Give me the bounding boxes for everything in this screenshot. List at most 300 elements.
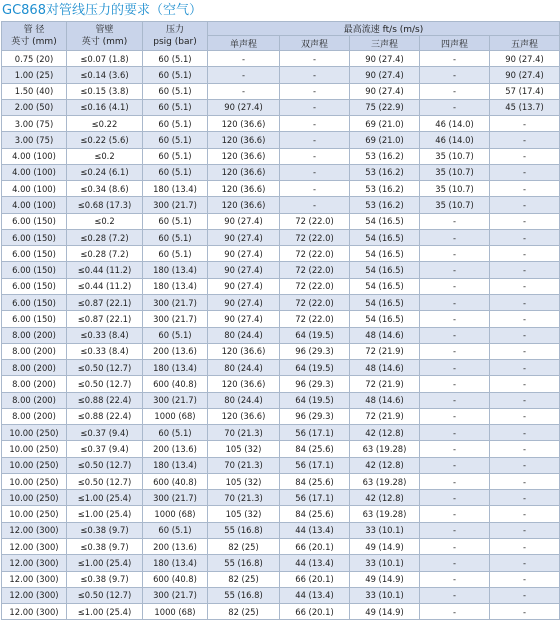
table-body	[2, 51, 560, 620]
cell-double: 56 (17.1)	[280, 425, 350, 441]
cell-pipe-size: 6.00 (150)	[2, 246, 67, 262]
cell-single: 55 (16.8)	[208, 555, 280, 571]
cell-pipe-size: 12.00 (300)	[2, 538, 67, 554]
cell-quad: -	[420, 457, 490, 473]
page-title: GC868对管线压力的要求（空气）	[2, 3, 202, 18]
cell-double: 72 (22.0)	[280, 294, 350, 310]
cell-triple: 72 (21.9)	[350, 343, 420, 359]
cell-pipe-size: 2.00 (50)	[2, 99, 67, 115]
cell-quad: -	[420, 246, 490, 262]
header-max-flow: 最高流速 ft/s (m/s)	[208, 22, 560, 36]
cell-pipe-size: 3.00 (75)	[2, 132, 67, 148]
cell-single: -	[208, 83, 280, 99]
cell-wall: ≤0.50 (12.7)	[67, 376, 143, 392]
cell-triple: 63 (19.28)	[350, 473, 420, 489]
cell-single: 80 (24.4)	[208, 392, 280, 408]
cell-wall: ≤0.87 (22.1)	[67, 311, 143, 327]
cell-five: -	[490, 555, 560, 571]
cell-pipe-size: 10.00 (250)	[2, 457, 67, 473]
header-pressure-line2: psig (bar)	[153, 37, 197, 47]
cell-wall: ≤0.87 (22.1)	[67, 294, 143, 310]
cell-pressure: 1000 (68)	[143, 408, 208, 424]
cell-quad: -	[420, 99, 490, 115]
cell-single: 55 (16.8)	[208, 587, 280, 603]
cell-five: 90 (27.4)	[490, 67, 560, 83]
cell-pressure: 180 (13.4)	[143, 181, 208, 197]
cell-pressure: 180 (13.4)	[143, 555, 208, 571]
cell-pipe-size: 1.50 (40)	[2, 83, 67, 99]
cell-wall: ≤0.22 (5.6)	[67, 132, 143, 148]
cell-quad: -	[420, 473, 490, 489]
cell-quad: -	[420, 229, 490, 245]
cell-pipe-size: 6.00 (150)	[2, 262, 67, 278]
table-row	[2, 425, 560, 441]
cell-wall: ≤1.00 (25.4)	[67, 604, 143, 620]
cell-five: -	[490, 246, 560, 262]
cell-triple: 48 (14.6)	[350, 392, 420, 408]
table-row	[2, 311, 560, 327]
cell-double: 84 (25.6)	[280, 506, 350, 522]
cell-quad: -	[420, 262, 490, 278]
cell-single: 90 (27.4)	[208, 294, 280, 310]
cell-five: -	[490, 604, 560, 620]
table-row	[2, 343, 560, 359]
cell-double: -	[280, 148, 350, 164]
cell-triple: 33 (10.1)	[350, 555, 420, 571]
cell-double: -	[280, 67, 350, 83]
cell-wall: ≤0.68 (17.3)	[67, 197, 143, 213]
cell-single: 105 (32)	[208, 441, 280, 457]
cell-single: 70 (21.3)	[208, 490, 280, 506]
cell-double: -	[280, 132, 350, 148]
cell-double: 64 (19.5)	[280, 360, 350, 376]
cell-five: -	[490, 164, 560, 180]
table-header	[2, 22, 560, 51]
cell-triple: 42 (12.8)	[350, 457, 420, 473]
cell-pressure: 60 (5.1)	[143, 327, 208, 343]
cell-double: -	[280, 116, 350, 132]
cell-quad: -	[420, 441, 490, 457]
cell-pipe-size: 12.00 (300)	[2, 604, 67, 620]
cell-pressure: 60 (5.1)	[143, 83, 208, 99]
cell-pressure: 300 (21.7)	[143, 392, 208, 408]
cell-double: -	[280, 197, 350, 213]
cell-single: 90 (27.4)	[208, 311, 280, 327]
cell-double: 72 (22.0)	[280, 278, 350, 294]
table-row	[2, 51, 560, 67]
cell-pipe-size: 4.00 (100)	[2, 164, 67, 180]
cell-wall: ≤0.15 (3.8)	[67, 83, 143, 99]
cell-pipe-size: 6.00 (150)	[2, 294, 67, 310]
cell-pipe-size: 4.00 (100)	[2, 197, 67, 213]
cell-five: -	[490, 408, 560, 424]
cell-pressure: 60 (5.1)	[143, 116, 208, 132]
cell-five: -	[490, 392, 560, 408]
cell-five: -	[490, 522, 560, 538]
cell-quad: 46 (14.0)	[420, 116, 490, 132]
cell-pressure: 300 (21.7)	[143, 490, 208, 506]
cell-triple: 90 (27.4)	[350, 51, 420, 67]
cell-wall: ≤0.44 (11.2)	[67, 278, 143, 294]
cell-pressure: 300 (21.7)	[143, 294, 208, 310]
cell-wall: ≤0.50 (12.7)	[67, 587, 143, 603]
cell-double: 66 (20.1)	[280, 604, 350, 620]
table-row	[2, 604, 560, 620]
cell-single: 105 (32)	[208, 473, 280, 489]
header-five-traverse: 五声程	[490, 36, 560, 51]
cell-single: 80 (24.4)	[208, 360, 280, 376]
cell-single: 120 (36.6)	[208, 164, 280, 180]
table-row	[2, 116, 560, 132]
cell-pressure: 300 (21.7)	[143, 197, 208, 213]
table-row	[2, 441, 560, 457]
cell-pipe-size: 4.00 (100)	[2, 181, 67, 197]
cell-pipe-size: 8.00 (200)	[2, 343, 67, 359]
cell-double: 72 (22.0)	[280, 262, 350, 278]
cell-quad: -	[420, 408, 490, 424]
cell-single: -	[208, 51, 280, 67]
table-row	[2, 148, 560, 164]
cell-wall: ≤0.88 (22.4)	[67, 392, 143, 408]
cell-wall: ≤1.00 (25.4)	[67, 555, 143, 571]
cell-pressure: 1000 (68)	[143, 506, 208, 522]
cell-single: 90 (27.4)	[208, 246, 280, 262]
cell-wall: ≤0.50 (12.7)	[67, 360, 143, 376]
cell-single: 120 (36.6)	[208, 197, 280, 213]
header-pressure	[143, 22, 208, 51]
cell-quad: -	[420, 67, 490, 83]
cell-triple: 72 (21.9)	[350, 408, 420, 424]
cell-five: -	[490, 327, 560, 343]
table-row	[2, 360, 560, 376]
cell-five: -	[490, 294, 560, 310]
table-row	[2, 67, 560, 83]
cell-pressure: 60 (5.1)	[143, 99, 208, 115]
cell-wall: ≤0.38 (9.7)	[67, 571, 143, 587]
cell-double: 44 (13.4)	[280, 555, 350, 571]
cell-single: 82 (25)	[208, 604, 280, 620]
cell-pressure: 60 (5.1)	[143, 148, 208, 164]
cell-triple: 72 (21.9)	[350, 376, 420, 392]
cell-quad: -	[420, 587, 490, 603]
table-row	[2, 538, 560, 554]
cell-wall: ≤0.34 (8.6)	[67, 181, 143, 197]
cell-double: 96 (29.3)	[280, 376, 350, 392]
table-row	[2, 376, 560, 392]
cell-five: -	[490, 571, 560, 587]
cell-triple: 63 (19.28)	[350, 506, 420, 522]
cell-triple: 90 (27.4)	[350, 83, 420, 99]
cell-double: -	[280, 51, 350, 67]
cell-pipe-size: 6.00 (150)	[2, 229, 67, 245]
cell-triple: 49 (14.9)	[350, 538, 420, 554]
cell-double: 56 (17.1)	[280, 490, 350, 506]
cell-single: 70 (21.3)	[208, 457, 280, 473]
cell-triple: 53 (16.2)	[350, 181, 420, 197]
cell-pipe-size: 0.75 (20)	[2, 51, 67, 67]
cell-double: 64 (19.5)	[280, 392, 350, 408]
cell-double: 96 (29.3)	[280, 343, 350, 359]
cell-five: -	[490, 587, 560, 603]
cell-wall: ≤1.00 (25.4)	[67, 490, 143, 506]
cell-double: -	[280, 164, 350, 180]
cell-quad: -	[420, 425, 490, 441]
cell-triple: 53 (16.2)	[350, 197, 420, 213]
cell-wall: ≤0.37 (9.4)	[67, 441, 143, 457]
cell-wall: ≤0.24 (6.1)	[67, 164, 143, 180]
cell-triple: 54 (16.5)	[350, 278, 420, 294]
cell-triple: 53 (16.2)	[350, 148, 420, 164]
cell-triple: 69 (21.0)	[350, 132, 420, 148]
cell-five: -	[490, 116, 560, 132]
cell-pressure: 60 (5.1)	[143, 229, 208, 245]
cell-triple: 69 (21.0)	[350, 116, 420, 132]
cell-quad: -	[420, 522, 490, 538]
cell-single: 90 (27.4)	[208, 229, 280, 245]
cell-pressure: 60 (5.1)	[143, 67, 208, 83]
cell-quad: -	[420, 213, 490, 229]
cell-quad: -	[420, 506, 490, 522]
cell-quad: -	[420, 571, 490, 587]
cell-pressure: 180 (13.4)	[143, 278, 208, 294]
header-triple-traverse: 三声程	[350, 36, 420, 51]
cell-wall: ≤0.38 (9.7)	[67, 522, 143, 538]
cell-pressure: 300 (21.7)	[143, 587, 208, 603]
cell-pipe-size: 8.00 (200)	[2, 408, 67, 424]
cell-pipe-size: 8.00 (200)	[2, 327, 67, 343]
table-row	[2, 473, 560, 489]
cell-five: -	[490, 506, 560, 522]
header-double-traverse: 双声程	[280, 36, 350, 51]
cell-triple: 42 (12.8)	[350, 490, 420, 506]
cell-single: 120 (36.6)	[208, 343, 280, 359]
cell-quad: 35 (10.7)	[420, 181, 490, 197]
cell-single: 120 (36.6)	[208, 132, 280, 148]
header-pipe-size-line1: 管 径	[23, 25, 45, 35]
cell-triple: 54 (16.5)	[350, 246, 420, 262]
cell-pressure: 180 (13.4)	[143, 262, 208, 278]
cell-triple: 33 (10.1)	[350, 587, 420, 603]
cell-wall: ≤0.22	[67, 116, 143, 132]
table-row	[2, 408, 560, 424]
cell-pressure: 200 (13.6)	[143, 343, 208, 359]
cell-five: -	[490, 457, 560, 473]
cell-wall: ≤0.37 (9.4)	[67, 425, 143, 441]
cell-triple: 48 (14.6)	[350, 327, 420, 343]
cell-double: 72 (22.0)	[280, 213, 350, 229]
cell-quad: -	[420, 278, 490, 294]
cell-triple: 54 (16.5)	[350, 294, 420, 310]
cell-quad: -	[420, 376, 490, 392]
cell-quad: -	[420, 83, 490, 99]
cell-five: -	[490, 490, 560, 506]
pressure-requirements-table	[1, 21, 560, 620]
cell-triple: 54 (16.5)	[350, 213, 420, 229]
cell-quad: -	[420, 294, 490, 310]
cell-pressure: 180 (13.4)	[143, 360, 208, 376]
cell-quad: -	[420, 490, 490, 506]
table-row	[2, 164, 560, 180]
cell-five: -	[490, 343, 560, 359]
cell-five: -	[490, 213, 560, 229]
cell-triple: 49 (14.9)	[350, 571, 420, 587]
table-row	[2, 571, 560, 587]
cell-wall: ≤0.14 (3.6)	[67, 67, 143, 83]
cell-pressure: 60 (5.1)	[143, 51, 208, 67]
cell-pipe-size: 12.00 (300)	[2, 571, 67, 587]
cell-triple: 54 (16.5)	[350, 311, 420, 327]
cell-quad: 35 (10.7)	[420, 197, 490, 213]
cell-wall: ≤0.07 (1.8)	[67, 51, 143, 67]
header-wall	[67, 22, 143, 51]
table-row	[2, 213, 560, 229]
cell-wall: ≤0.44 (11.2)	[67, 262, 143, 278]
cell-pressure: 60 (5.1)	[143, 213, 208, 229]
header-quad-traverse: 四声程	[420, 36, 490, 51]
cell-single: 90 (27.4)	[208, 213, 280, 229]
table-row	[2, 392, 560, 408]
cell-pipe-size: 6.00 (150)	[2, 278, 67, 294]
cell-double: 72 (22.0)	[280, 311, 350, 327]
cell-double: 72 (22.0)	[280, 229, 350, 245]
cell-pressure: 60 (5.1)	[143, 132, 208, 148]
cell-pressure: 600 (40.8)	[143, 571, 208, 587]
cell-five: -	[490, 132, 560, 148]
cell-double: 84 (25.6)	[280, 441, 350, 457]
cell-pipe-size: 8.00 (200)	[2, 376, 67, 392]
cell-double: 72 (22.0)	[280, 246, 350, 262]
cell-single: 120 (36.6)	[208, 116, 280, 132]
table-row	[2, 555, 560, 571]
cell-single: 120 (36.6)	[208, 181, 280, 197]
cell-pipe-size: 6.00 (150)	[2, 213, 67, 229]
cell-triple: 90 (27.4)	[350, 67, 420, 83]
cell-wall: ≤0.88 (22.4)	[67, 408, 143, 424]
cell-triple: 54 (16.5)	[350, 229, 420, 245]
cell-quad: -	[420, 311, 490, 327]
cell-five: -	[490, 473, 560, 489]
cell-five: -	[490, 197, 560, 213]
cell-double: -	[280, 181, 350, 197]
cell-pipe-size: 10.00 (250)	[2, 490, 67, 506]
cell-single: 82 (25)	[208, 571, 280, 587]
header-pipe-size-line2: 英寸 (mm)	[11, 37, 57, 47]
cell-pipe-size: 8.00 (200)	[2, 392, 67, 408]
cell-five: -	[490, 538, 560, 554]
cell-triple: 63 (19.28)	[350, 441, 420, 457]
cell-double: 84 (25.6)	[280, 473, 350, 489]
cell-triple: 75 (22.9)	[350, 99, 420, 115]
cell-wall: ≤0.50 (12.7)	[67, 457, 143, 473]
cell-pressure: 180 (13.4)	[143, 457, 208, 473]
cell-double: 44 (13.4)	[280, 522, 350, 538]
cell-pressure: 1000 (68)	[143, 604, 208, 620]
cell-double: -	[280, 83, 350, 99]
cell-pressure: 60 (5.1)	[143, 246, 208, 262]
cell-wall: ≤0.38 (9.7)	[67, 538, 143, 554]
cell-single: 120 (36.6)	[208, 148, 280, 164]
cell-five: 45 (13.7)	[490, 99, 560, 115]
table-row	[2, 506, 560, 522]
cell-triple: 49 (14.9)	[350, 604, 420, 620]
cell-pipe-size: 10.00 (250)	[2, 506, 67, 522]
cell-pipe-size: 10.00 (250)	[2, 425, 67, 441]
cell-pipe-size: 10.00 (250)	[2, 441, 67, 457]
cell-pressure: 200 (13.6)	[143, 538, 208, 554]
cell-single: 80 (24.4)	[208, 327, 280, 343]
table-row	[2, 294, 560, 310]
cell-single: 105 (32)	[208, 506, 280, 522]
table-row	[2, 83, 560, 99]
cell-single: 55 (16.8)	[208, 522, 280, 538]
cell-five: -	[490, 360, 560, 376]
cell-wall: ≤1.00 (25.4)	[67, 506, 143, 522]
cell-quad: -	[420, 327, 490, 343]
cell-double: 44 (13.4)	[280, 587, 350, 603]
cell-pressure: 600 (40.8)	[143, 376, 208, 392]
table-row	[2, 490, 560, 506]
cell-five: -	[490, 262, 560, 278]
cell-five: -	[490, 229, 560, 245]
cell-wall: ≤0.2	[67, 148, 143, 164]
table-row	[2, 132, 560, 148]
header-wall-line1: 管壁	[95, 25, 114, 35]
table-row	[2, 246, 560, 262]
cell-double: 66 (20.1)	[280, 571, 350, 587]
cell-five: -	[490, 148, 560, 164]
cell-five: 57 (17.4)	[490, 83, 560, 99]
table-row	[2, 278, 560, 294]
cell-double: 66 (20.1)	[280, 538, 350, 554]
table-row	[2, 262, 560, 278]
cell-quad: 46 (14.0)	[420, 132, 490, 148]
header-wall-line2: 英寸 (mm)	[81, 37, 128, 47]
cell-single: 90 (27.4)	[208, 278, 280, 294]
cell-wall: ≤0.50 (12.7)	[67, 473, 143, 489]
cell-double: 56 (17.1)	[280, 457, 350, 473]
cell-pipe-size: 6.00 (150)	[2, 311, 67, 327]
table-row	[2, 587, 560, 603]
header-single-traverse: 单声程	[208, 36, 280, 51]
cell-quad: -	[420, 538, 490, 554]
cell-single: 120 (36.6)	[208, 408, 280, 424]
table-row	[2, 327, 560, 343]
cell-quad: 35 (10.7)	[420, 164, 490, 180]
cell-single: 90 (27.4)	[208, 262, 280, 278]
cell-quad: -	[420, 555, 490, 571]
cell-five: -	[490, 441, 560, 457]
cell-single: 120 (36.6)	[208, 376, 280, 392]
cell-five: -	[490, 376, 560, 392]
cell-five: -	[490, 311, 560, 327]
table-row	[2, 197, 560, 213]
cell-five: -	[490, 425, 560, 441]
cell-triple: 53 (16.2)	[350, 164, 420, 180]
table-row	[2, 229, 560, 245]
cell-quad: 35 (10.7)	[420, 148, 490, 164]
cell-five: -	[490, 181, 560, 197]
cell-wall: ≤0.16 (4.1)	[67, 99, 143, 115]
cell-quad: -	[420, 343, 490, 359]
cell-pipe-size: 1.00 (25)	[2, 67, 67, 83]
table-row	[2, 457, 560, 473]
cell-pipe-size: 3.00 (75)	[2, 116, 67, 132]
cell-double: -	[280, 99, 350, 115]
cell-single: 70 (21.3)	[208, 425, 280, 441]
cell-wall: ≤0.28 (7.2)	[67, 229, 143, 245]
cell-double: 64 (19.5)	[280, 327, 350, 343]
cell-double: 96 (29.3)	[280, 408, 350, 424]
